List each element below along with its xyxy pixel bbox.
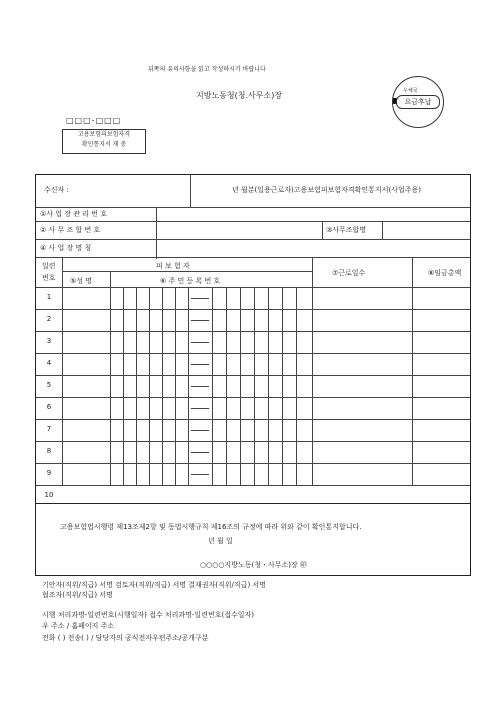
postage-stamp: [392, 76, 444, 128]
document-type-box: [62, 129, 146, 154]
statement-text: 고용보험법시행령 제13조제2항 및 동법시행규칙 제16조의 규정에 따라 위와 같이 확인통지합니다.: [60, 523, 362, 531]
signer-line: ○○○○지방노동(청・사무소)장 ㊞: [200, 561, 307, 569]
instruction-note: 뒤쪽의 유의사항을 읽고 작성하시기 바랍니다: [148, 66, 266, 73]
stamp-label: 우체국: [403, 88, 418, 94]
document-type-line1: 고용보험피보험자격: [77, 131, 131, 138]
contact-line: 전화 ( ) 전송( ) / 담당자의 공식전자우편주소/공개구분: [42, 634, 209, 642]
row-number: 2: [46, 315, 52, 323]
addressee-title: 지방노동청(청.사무소)장: [196, 91, 283, 100]
workplace-number-label: ①사 업 장 관 리 번 호: [40, 210, 107, 218]
total-wage-header: ⑧임금총액: [428, 269, 462, 277]
enforcement-line: 시행 처리과명-일련번호(시행일자) 접수 처리과명-일련번호(접수일자): [42, 611, 254, 619]
serial-header-2: 번호: [42, 274, 56, 282]
insured-header: 피 보 험 자: [156, 262, 190, 270]
name-header: ⑤성 명: [70, 277, 93, 285]
stamp-box: 요금후납: [396, 95, 440, 109]
cooperator-line: 협조자(직위/직급) 서명: [42, 591, 113, 599]
row-number: 6: [46, 403, 52, 411]
document-type-line2: 확인통지서 재 중: [81, 141, 127, 148]
approval-line: 기안자(직위/직급) 서명 검토자(직위/직급) 서명 결재권자(직위/직급) 서명: [42, 581, 266, 589]
workplace-name-label: ④ 사 업 장 명 칭: [40, 244, 92, 252]
office-union-number-label: ② 사 무 조 합 번 호: [40, 226, 101, 234]
id-number-header: ⑥ 주 민 등 록 번 호: [160, 277, 221, 285]
row-number: 8: [46, 447, 52, 455]
confirmation-form: [35, 174, 471, 504]
row-number: 5: [46, 381, 52, 389]
serial-header-1: 일련: [42, 262, 56, 270]
row-number: 4: [46, 359, 52, 367]
row-number: 1: [46, 293, 52, 301]
recipient-label: 수신자 :: [44, 186, 69, 194]
statement-box: [35, 504, 471, 576]
address-line: 우 주소 / 홈페이지 주소: [42, 622, 115, 630]
notice-title: 년 월분(일용근로자)고용보험피보험자격확인통지서(사업주용): [232, 186, 421, 194]
document-number: □□□-□□□: [66, 116, 122, 125]
row-number: 9: [46, 469, 52, 477]
row-number: 10: [44, 491, 54, 499]
date-line: 년 월 일: [208, 537, 233, 545]
work-days-header: ⑦근로일수: [332, 269, 366, 277]
row-number: 3: [46, 337, 52, 345]
office-union-name-label: ③사무조합명: [326, 226, 367, 234]
row-number: 7: [46, 425, 52, 433]
